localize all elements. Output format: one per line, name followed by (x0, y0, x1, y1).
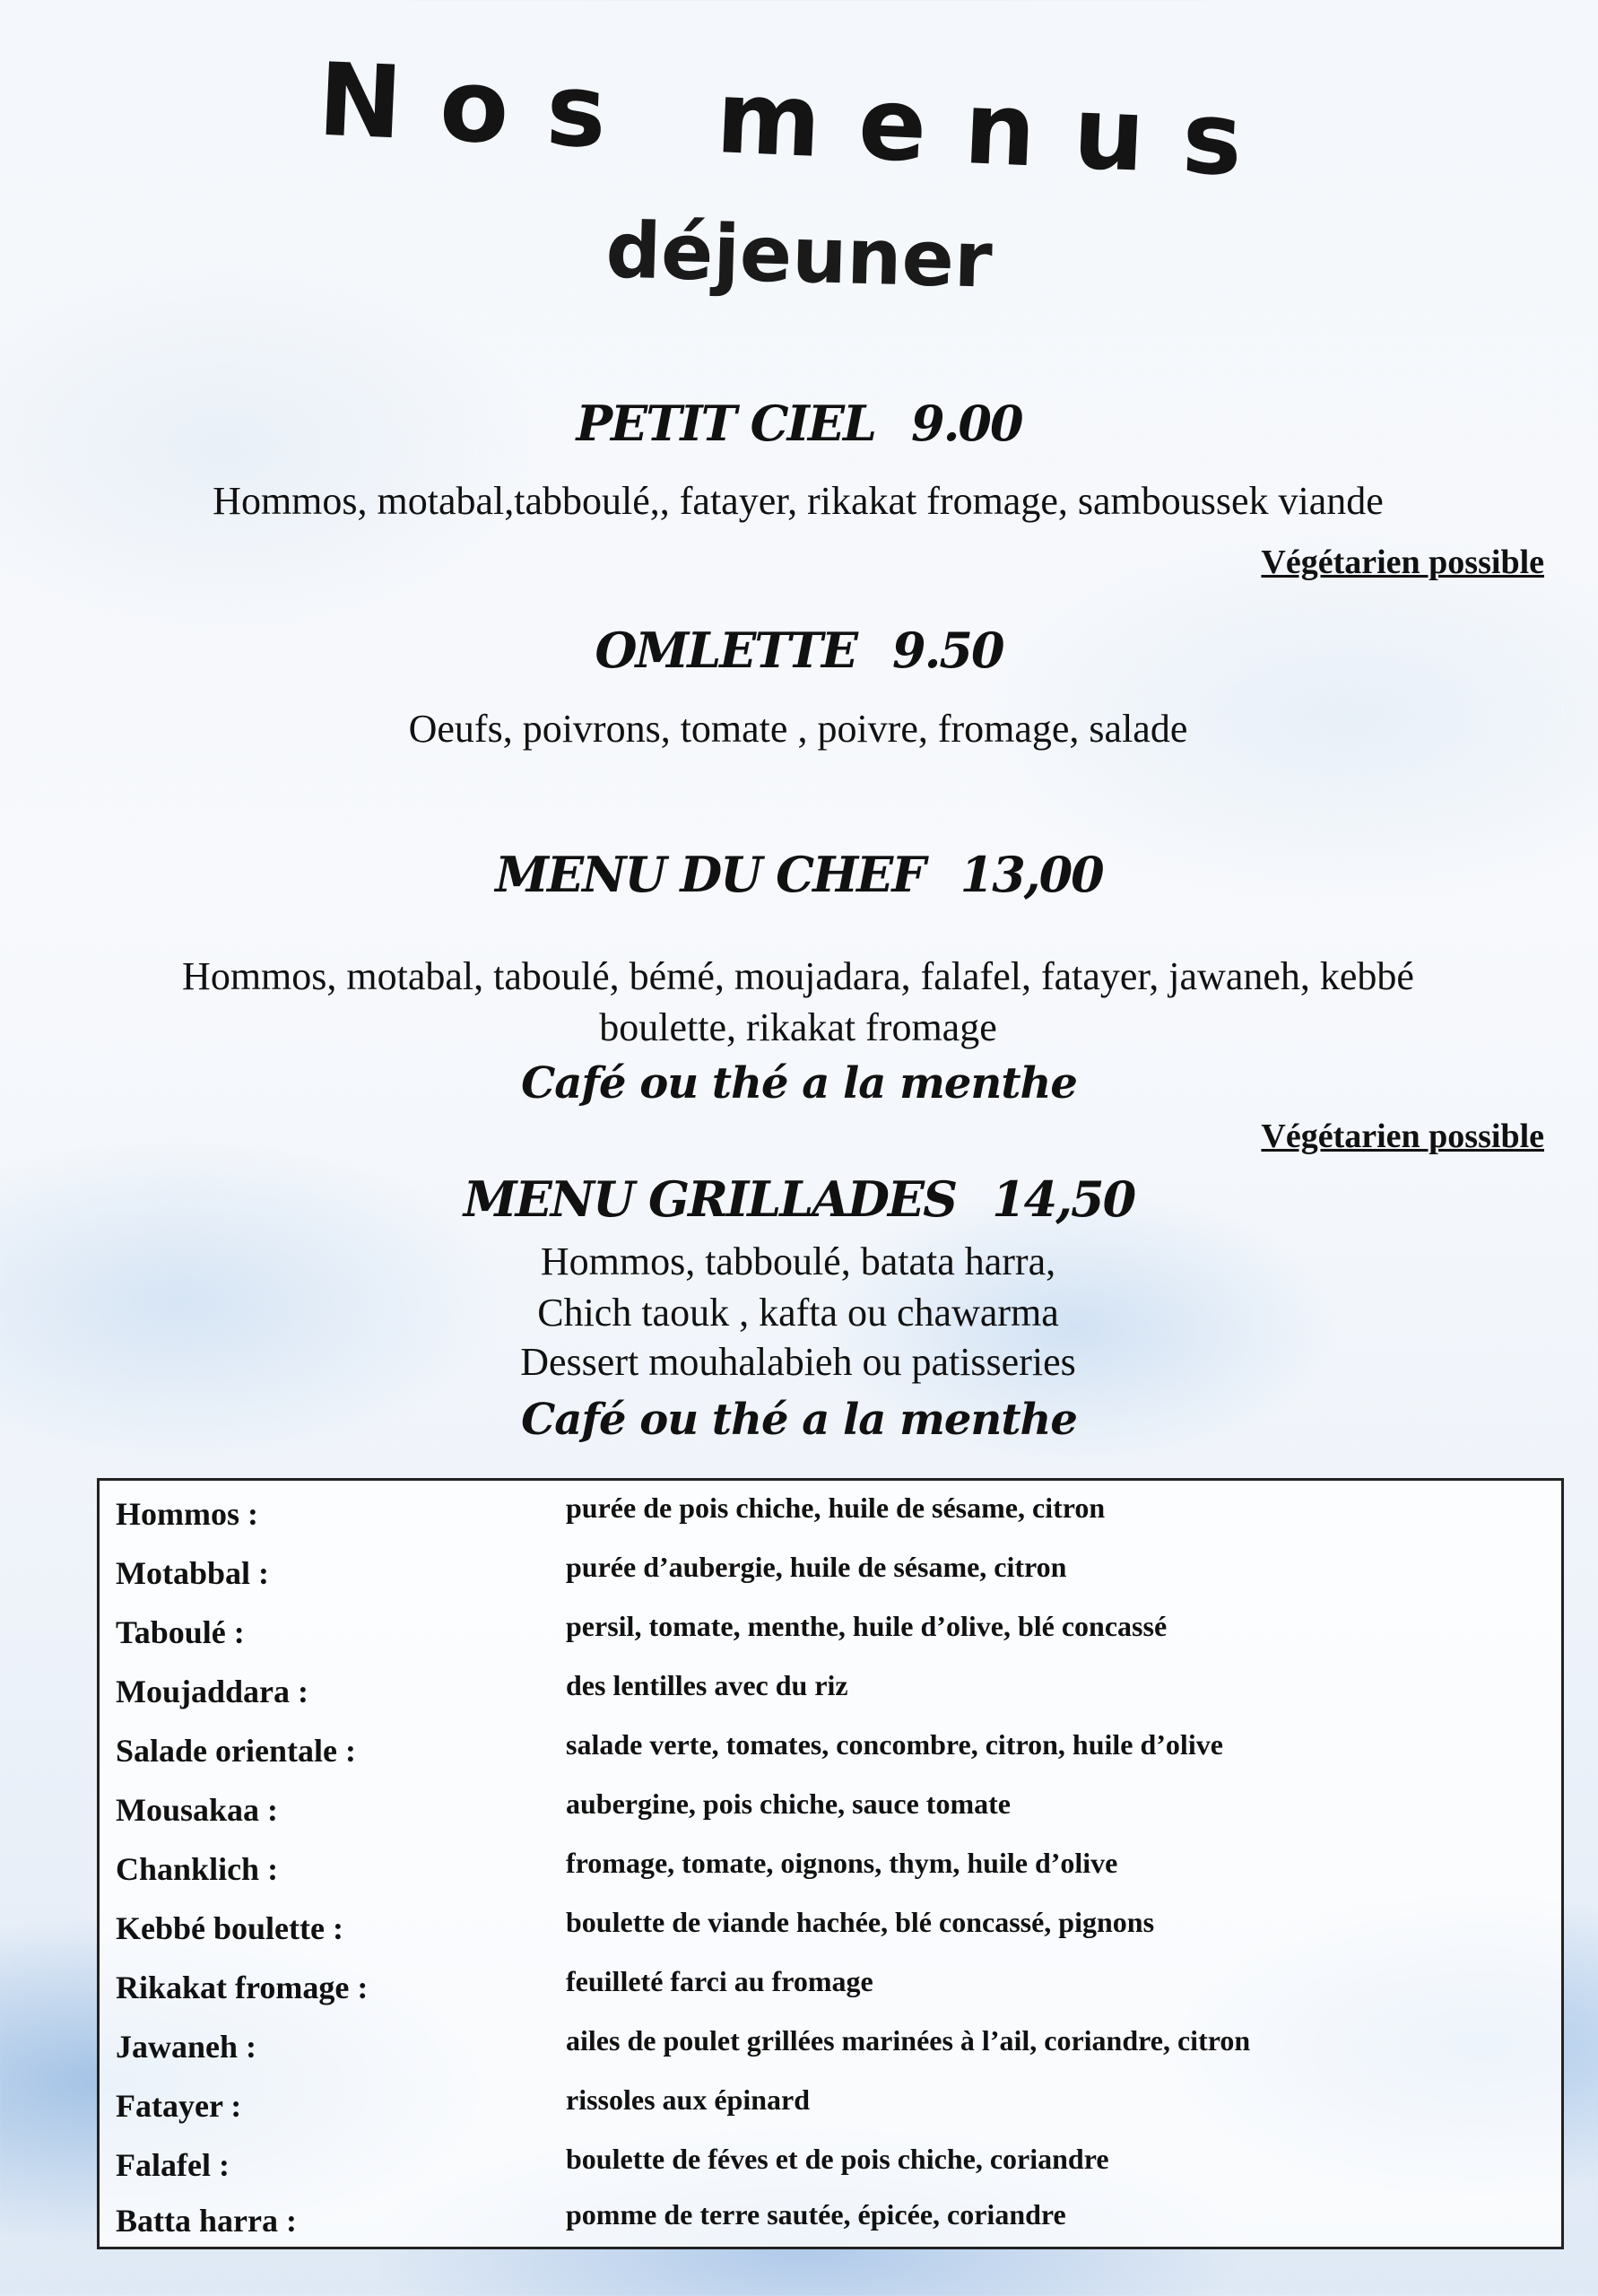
glossary-definition: salade verte, tomates, concombre, citron, huile d’olive (566, 1728, 1223, 1761)
vegetarian-note: Végétarien possible (1261, 544, 1544, 581)
vegetarian-note: Végétarien possible (1261, 1118, 1544, 1155)
glossary-definition: purée de pois chiche, huile de sésame, citron (566, 1492, 1106, 1524)
glossary-definition: ailes de poulet grillées marinées à l’ail, coriandre, citron (566, 2024, 1251, 2057)
glossary-term: Falafel : (116, 2147, 230, 2183)
glossary-row (100, 2021, 1561, 2074)
glossary-term: Jawaneh : (116, 2029, 257, 2065)
menu-name: PETIT CIEL (576, 395, 876, 452)
glossary-term: Hommos : (116, 1496, 258, 1532)
page-subtitle: déjeuner (604, 205, 994, 306)
menu-heading-petit-ciel (0, 395, 1598, 452)
glossary-term: Fatayer : (116, 2088, 242, 2124)
glossary-row (100, 2139, 1561, 2193)
glossary-term: Moujaddara : (116, 1674, 308, 1709)
glossary-term: Rikakat fromage : (116, 1970, 369, 2005)
glossary-row (100, 1784, 1561, 1838)
glossary-definition: des lentilles avec du riz (566, 1669, 848, 1701)
menu-price: 9.50 (892, 622, 1003, 679)
glossary-term: Taboulé : (116, 1614, 245, 1650)
glossary-row (100, 1961, 1561, 2015)
menu-name: MENU DU CHEF (495, 846, 925, 903)
glossary-row (100, 2195, 1561, 2248)
glossary-term: Kebbé boulette : (116, 1910, 343, 1946)
glossary-definition: boulette de viande hachée, blé concassé, pignons (566, 1906, 1155, 1938)
menu-price: 9.00 (911, 395, 1022, 452)
menu-heading-menu-du-chef (0, 846, 1598, 903)
glossary-definition: aubergine, pois chiche, sauce tomate (566, 1787, 1011, 1820)
glossary-definition: fromage, tomate, oignons, thym, huile d’olive (566, 1847, 1118, 1879)
glossary-term: Mousakaa : (116, 1792, 279, 1828)
menu-price: 14,50 (992, 1170, 1135, 1228)
glossary-term: Chanklich : (116, 1851, 279, 1887)
glossary-term: Motabbal : (116, 1555, 269, 1591)
menu-description-line: Chich taouk , kafta ou chawarma (537, 1291, 1059, 1335)
menu-description: Hommos, motabal,tabboulé,, fatayer, rikakat fromage, samboussek viande (213, 479, 1384, 523)
glossary-row (100, 1725, 1561, 1779)
glossary-row (100, 1606, 1561, 1660)
glossary-row (100, 2080, 1561, 2134)
glossary-row (100, 1547, 1561, 1601)
menu-description-line: Dessert mouhalabieh ou patisseries (520, 1340, 1076, 1384)
menu-extra: Café ou thé a la menthe (521, 1395, 1077, 1445)
glossary-row (100, 1665, 1561, 1719)
glossary-definition: purée d’aubergie, huile de sésame, citron (566, 1551, 1067, 1583)
menu-description-line: Hommos, motabal, taboulé, bémé, moujadara, falafel, fatayer, jawaneh, kebbé (182, 954, 1414, 998)
glossary-term: Salade orientale : (116, 1733, 356, 1769)
glossary-table (97, 1478, 1564, 2249)
glossary-term: Batta harra : (116, 2203, 297, 2239)
menu-description-line: boulette, rikakat fromage (599, 1005, 997, 1049)
menu-name: OMLETTE (595, 622, 856, 679)
glossary-definition: boulette de féves et de pois chiche, coriandre (566, 2143, 1109, 2175)
glossary-definition: persil, tomate, menthe, huile d’olive, blé concassé (566, 1610, 1168, 1642)
glossary-definition: feuilleté farci au fromage (566, 1965, 873, 1997)
menu-name: MENU GRILLADES (463, 1170, 957, 1228)
glossary-definition: rissoles aux épinard (566, 2083, 811, 2116)
glossary-row (100, 1488, 1561, 1542)
glossary-row (100, 1902, 1561, 1956)
glossary-definition: pomme de terre sautée, épicée, coriandre (566, 2198, 1066, 2231)
menu-heading-menu-grillades (0, 1170, 1598, 1228)
page-title: Nos menus (316, 41, 1282, 201)
glossary-row (100, 1843, 1561, 1897)
menu-heading-omlette (0, 622, 1598, 679)
menu-description: Oeufs, poivrons, tomate , poivre, fromage, salade (408, 707, 1188, 751)
menu-extra: Café ou thé a la menthe (521, 1058, 1077, 1109)
menu-price: 13,00 (960, 846, 1103, 903)
menu-description-line: Hommos, tabboulé, batata harra, (540, 1239, 1056, 1283)
